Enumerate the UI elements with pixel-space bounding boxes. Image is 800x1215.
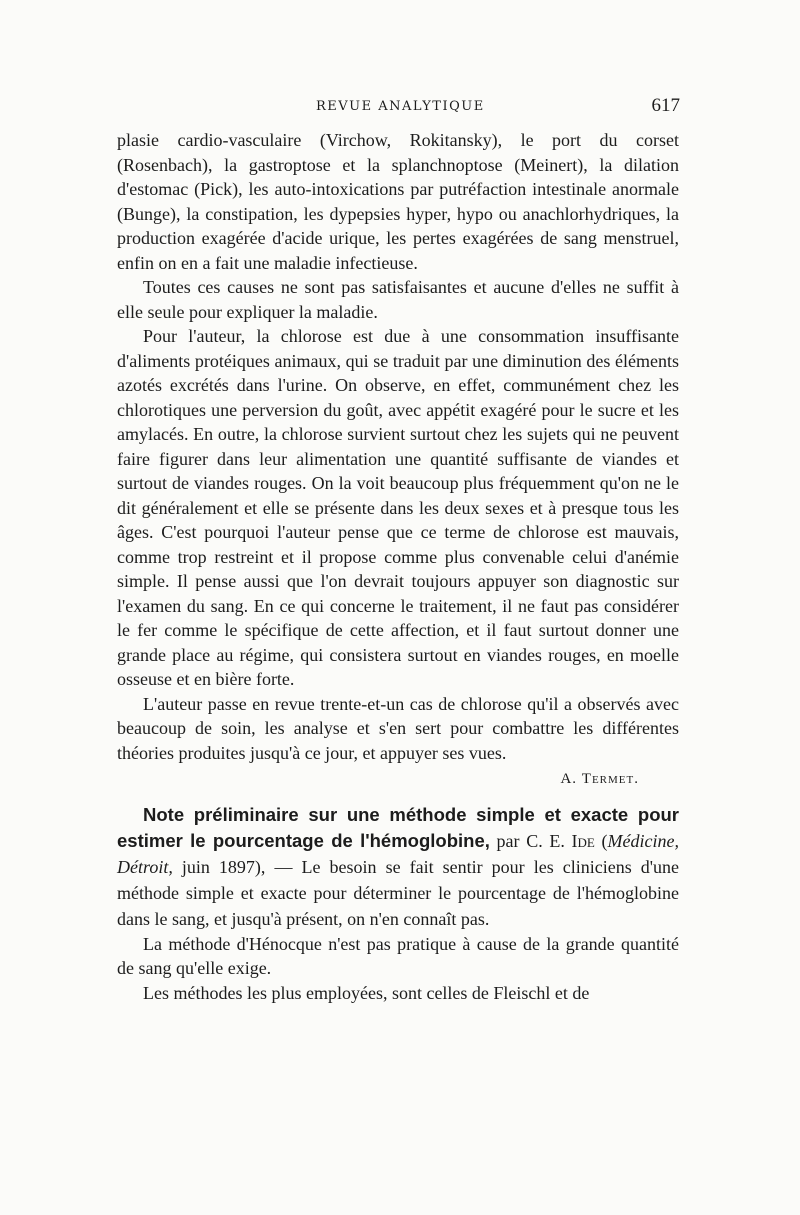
article-by: par C. E. [489, 830, 572, 851]
signature-name: Termet. [581, 771, 639, 787]
paragraph-3: Pour l'auteur, la chlorose est due à une consommation insuffisante d'aliments protéiques animaux, qui se traduit par une diminution des éléments azotés excrétés dans l'urine. On observe, en effet, communément chez les chlorotiques une perversion du goût, avec appétit exagéré pour le sucre et les amylacés. En outre, la chlorose survient surtout chez les sujets qui ne peuvent faire figurer dans leur alimentation une quantité suffisante de viandes et surtout de viandes rouges. On la voit beaucoup plus fréquemment qu'on ne le dit généralement et elle se présente dans les deux sexes et à presque tous les âges. C'est pourquoi l'auteur pense que ce terme de chlorose est mauvais, comme trop restreint et il propose comme plus convenable celui d'anémie simple. Il pense aussi que l'on devrait toujours appuyer son diagnostic sur l'examen du sang. En ce qui concerne le traitement, il ne faut pas considérer le fer comme le spécifique de cette affection, et il faut surtout donner une grande place au régime, qui consistera surtout en viandes rouges, en moelle osseuse et en bière forte. [117, 326, 679, 689]
article-author: Ide [571, 830, 595, 851]
signature [117, 767, 639, 792]
article-text: — Le besoin se fait sentir pour les cliniciens d'une méthode simple et exacte pour déterminer le pourcentage de l'hémoglobine dans le sang, et jusqu'à présent, on n'en connaît pas. [117, 856, 679, 929]
article-paragraph-1 [117, 802, 679, 932]
running-head [120, 95, 680, 123]
article-paragraph-3: Les méthodes les plus employées, sont celles de Fleischl et de [143, 982, 590, 1003]
signature-initial: A. [560, 771, 582, 787]
article-hemoglobine [117, 802, 679, 1006]
paragraph-1: plasie cardio-vasculaire (Virchow, Rokitansky), le port du corset (Rosenbach), la gastroptose et la splanchnoptose (Meinert), la dilation d'estomac (Pick), les auto-intoxications par putréfaction intestinale anormale (Bunge), la constipation, les dypepsies hyper, hypo ou anachlorhydriques, la production exagérée d'acide urique, les pertes exagérées de sang menstruel, enfin on en a fait une maladie infectieuse. [117, 130, 679, 273]
article-date: juin 1897), [172, 856, 266, 877]
article-paragraph-2: La méthode d'Hénocque n'est pas pratique à cause de la grande quantité de sang qu'elle exige. [117, 933, 679, 978]
article-title: Note préliminaire sur une méthode simple et exacte pour estimer le pourcentage de l'hémoglobine, [117, 803, 679, 851]
paragraph-4: L'auteur passe en revue trente-et-un cas de chlorose qu'il a observés avec beaucoup de soin, les analyse et s'en sert pour combattre les différentes théories produites jusqu'à ce jour, et appuyer ses vues. [117, 693, 679, 763]
article-open-paren: ( [594, 830, 608, 851]
article-journal: Médicine, Détroit, [117, 830, 680, 877]
running-title: REVUE ANALYTIQUE [316, 99, 485, 114]
paragraph-2: Toutes ces causes ne sont pas satisfaisantes et aucune d'elles ne suffit à elle seule pour expliquer la maladie. [117, 277, 679, 322]
page-number: 617 [651, 95, 680, 116]
body-text [117, 128, 679, 1005]
